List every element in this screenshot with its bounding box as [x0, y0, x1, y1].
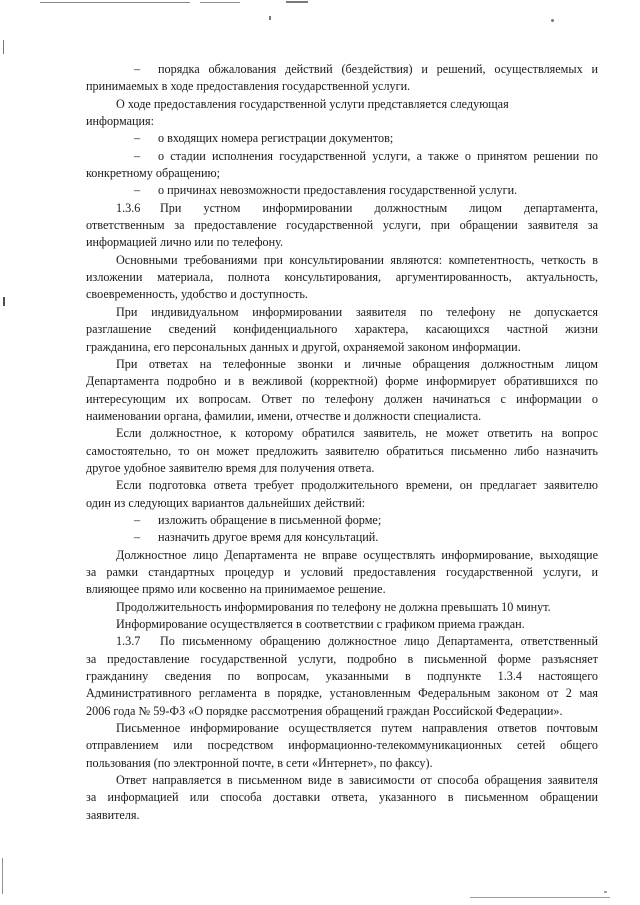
text-line: принимаемых в ходе предоставления государственной услуги.	[86, 79, 411, 94]
dash-mark: –	[134, 62, 141, 76]
dash-mark: –	[134, 512, 141, 527]
text-line: наименовании органа, фамилии, имени, отчестве и должности специалиста.	[86, 408, 482, 423]
paragraph-start: Если должностное, к которому обратился заявитель, не может ответить на вопрос	[116, 426, 598, 441]
text-line: информация:	[86, 114, 155, 129]
scan-artifact	[604, 891, 607, 893]
list-item	[86, 512, 598, 529]
scan-artifact	[269, 16, 271, 20]
text-line: назначить другое время для консультаций.	[158, 530, 379, 545]
text-line: влияющее прямо или косвенно на принимаемое решение.	[86, 582, 386, 597]
section-line	[86, 200, 598, 217]
text-line: гражданину сведения по вопросам, указанными в подпункте 1.3.4 настоящего	[86, 669, 598, 684]
dash-mark: –	[134, 183, 141, 198]
text-line: самостоятельно, то он может предложить заявителю обратиться письменно либо назначить	[86, 443, 598, 458]
paragraph-start: Должностное лицо Департамента не вправе осуществлять информирование, выходящие	[116, 547, 598, 562]
text-line: Департамента подробно и в вежливой (корректной) форме информирует обратившихся по	[86, 374, 598, 389]
text-line: пользования (по электронной почте, в сети «Интернет», по факсу).	[86, 755, 433, 770]
paragraph-start: Ответ направляется в письменном виде в зависимости от способа обращения заявителя	[116, 773, 598, 788]
paragraph-start: Если подготовка ответа требует продолжительного времени, он предлагает заявителю	[116, 478, 598, 493]
text-line: ответственным за предоставление государственной услуги, при обращении заявителя за	[86, 218, 598, 233]
scan-artifact	[200, 2, 240, 3]
text-line: информацией лично или по телефону.	[86, 235, 284, 250]
list-item	[86, 148, 598, 165]
scan-artifact	[470, 897, 610, 898]
text-line: своевременность, удобство и доступность.	[86, 287, 308, 302]
list-item	[86, 61, 598, 78]
dash-mark: –	[134, 530, 141, 545]
text-line: за информацией или способа доставки ответа, указанного в письменном обращении	[86, 790, 598, 805]
scan-artifact	[2, 858, 3, 894]
scan-artifact	[3, 297, 5, 306]
paragraph-start: О ходе предоставления государственной услуги представляется следующая	[116, 96, 509, 111]
text-line: разглашение сведений конфиденциального характера, касающихся частной жизни	[86, 322, 598, 337]
text-line: за рамки стандартных процедур и условий предоставления государственной услуги, и	[86, 564, 598, 579]
text-line: 2006 года № 59-ФЗ «О порядке рассмотрения обращений граждан Российской Федерации».	[86, 703, 563, 718]
text-line: По письменному обращению должностное лицо Департамента, ответственный	[160, 634, 598, 649]
text-line: за предоставление государственной услуги, подробно в письменной форме разъясняет	[86, 651, 598, 666]
text-line: гражданина, его персональных данных и другой, охраняемой законом информации.	[86, 339, 521, 354]
text-line: один из следующих вариантов дальнейших действий:	[86, 495, 366, 510]
list-item	[86, 529, 598, 546]
text-line: При устном информировании должностным лицом департамента,	[160, 200, 598, 215]
text-line: интересующим их вопросам. Ответ по телефону должен начинаться с информации о	[86, 391, 598, 406]
paragraph-start: При ответах на телефонные звонки и личные обращения должностным лицом	[116, 356, 598, 371]
text-line: порядка обжалования действий (бездействия) и решений, осуществляемых и	[158, 62, 598, 76]
document-body	[86, 61, 598, 824]
paragraph-start: Письменное информирование осуществляется путем направления ответов почтовым	[116, 721, 598, 736]
section-line	[86, 633, 598, 650]
paragraph-start: При индивидуальном информировании заявителя по телефону не допускается	[116, 304, 598, 319]
list-item	[86, 182, 598, 199]
scan-artifact	[40, 2, 190, 3]
dash-mark: –	[134, 131, 141, 146]
text-line: Административного регламента в порядке, установленным Федеральным законом от 2 мая	[86, 686, 598, 701]
paragraph-start: Информирование осуществляется в соответствии с графиком приема граждан.	[116, 617, 525, 631]
section-number: 1.3.7	[116, 634, 141, 649]
text-line: о причинах невозможности предоставления государственной услуги.	[158, 183, 518, 198]
scan-artifact	[551, 19, 554, 22]
text-line: изложении материала, полнота консультирования, аргументированность, актуальность,	[86, 270, 598, 285]
paragraph-start: Основными требованиями при консультировании являются: компетентность, четкость в	[116, 252, 598, 267]
text-line: другое удобное заявителю время для получения ответа.	[86, 460, 375, 475]
dash-mark: –	[134, 148, 141, 163]
scan-artifact	[3, 40, 4, 54]
section-number: 1.3.6	[116, 200, 141, 215]
text-line: о стадии исполнения государственной услуги, а также о принятом решении по	[158, 148, 598, 163]
text-line: изложить обращение в письменной форме;	[158, 512, 382, 527]
text-line: заявителя.	[86, 807, 140, 822]
scan-artifact	[286, 1, 308, 3]
paragraph-start: Продолжительность информирования по телефону не должна превышать 10 минут.	[116, 599, 551, 614]
text-line: о входящих номера регистрации документов;	[158, 131, 394, 146]
list-item	[86, 130, 598, 147]
text-line: отправлением или посредством информационно-телекоммуникационных сетей общего	[86, 738, 598, 753]
text-line: конкретному обращению;	[86, 166, 221, 181]
